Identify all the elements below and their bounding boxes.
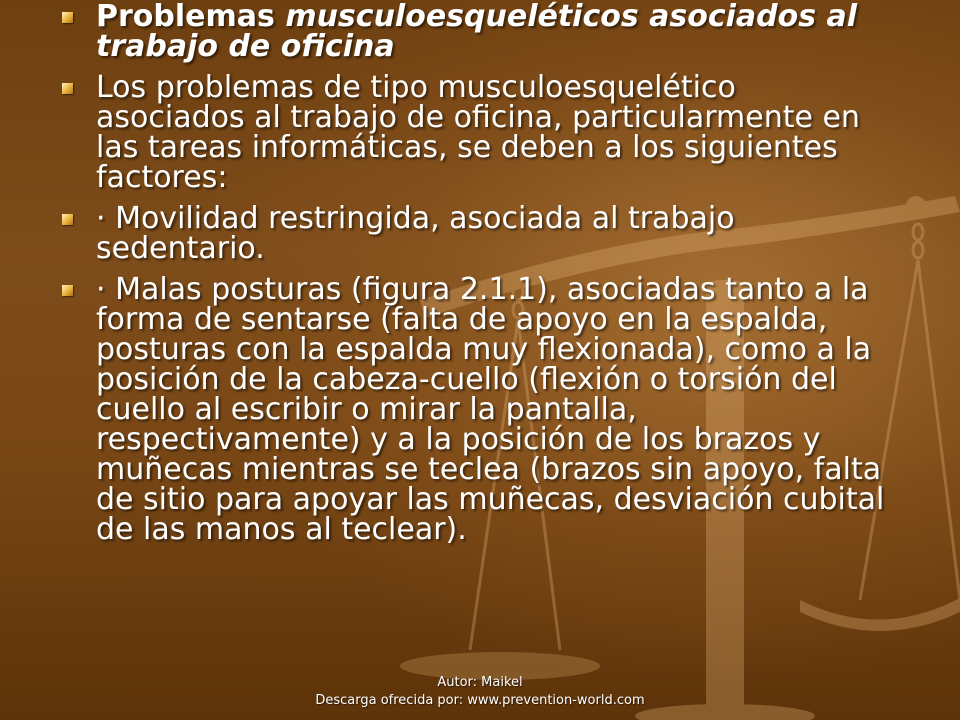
- bullet-item: [62, 272, 892, 547]
- slide-bullet-list: [62, 2, 892, 556]
- footer-author: Autor: Maikel: [437, 675, 523, 690]
- title-normal-text: Problemas: [96, 0, 286, 34]
- bullet-item: [62, 201, 892, 266]
- bullet-text: · Malas posturas (figura 2.1.1), asociadas tanto a la forma de sentarse (falta de apoyo en la espalda, posturas con la espalda muy flexionada), como a la posición de la cabeza-cuello (flexión o torsión del cuello al escribir o mirar la pantalla, respectivamente) y a la posición de los brazos y muñecas mientras se teclea (brazos sin apoyo, falta de sitio para apoyar las muñecas, desviación cubital de las manos al teclear).: [96, 272, 885, 547]
- bullet-title: [62, 2, 892, 62]
- bullet-text: · Movilidad restringida, asociada al trabajo sedentario.: [96, 201, 735, 266]
- square-bullet-icon: [62, 285, 73, 296]
- bullet-text: Los problemas de tipo musculoesquelético asociados al trabajo de oficina, particularmente en las tareas informáticas, se deben a los siguientes factores:: [96, 70, 860, 195]
- bullet-item: [62, 70, 892, 195]
- footer-download-credit: Descarga ofrecida por: www.prevention-world.com: [315, 693, 645, 708]
- square-bullet-icon: [62, 12, 73, 23]
- square-bullet-icon: [62, 214, 73, 225]
- square-bullet-icon: [62, 83, 73, 94]
- title-italic-text: musculoesqueléticos asociados al trabajo de oficina: [96, 0, 858, 64]
